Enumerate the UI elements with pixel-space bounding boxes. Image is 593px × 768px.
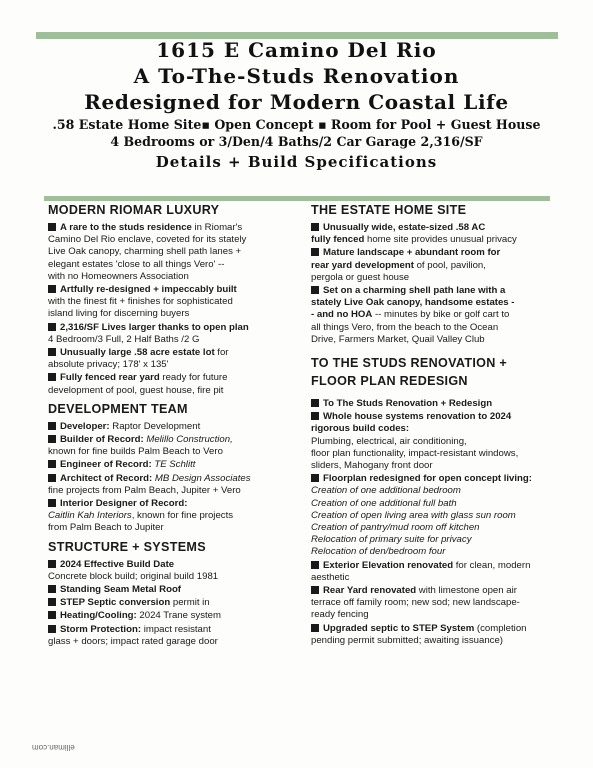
- list-item: [48, 284, 288, 321]
- bullet-square-icon: [311, 248, 319, 256]
- item-bold: Rear Yard renovated: [323, 585, 417, 597]
- item-bold: Exterior Elevation renovated: [323, 559, 454, 571]
- bullet-square-icon: [311, 624, 319, 632]
- item-text: Concrete block build; original build 1981: [48, 570, 219, 582]
- item-bold: Upgraded septic to STEP System: [323, 622, 475, 634]
- list-item: [48, 434, 288, 458]
- bullet-square-icon: [48, 625, 56, 633]
- item-bold: Architect of Record:: [60, 472, 153, 484]
- section-heading-team: DEVELOPMENT TEAM: [48, 401, 188, 416]
- list-item: [48, 222, 288, 283]
- bullet-square-icon: [311, 474, 319, 482]
- item-text: Camino Del Rio enclave, coveted for its stately: [48, 234, 247, 246]
- item-bold: Whole house systems renovation to 2024: [323, 411, 512, 423]
- item-text: for: [214, 347, 229, 359]
- item-text: of pool, pavilion,: [413, 259, 486, 271]
- item-text: -- minutes by bike or golf cart to: [372, 309, 510, 321]
- item-text: pending permit submitted; awaiting issuance): [311, 634, 503, 646]
- heading-line: FLOOR PLAN REDESIGN: [311, 374, 468, 389]
- item-bold: fully fenced: [311, 234, 365, 246]
- item-italic: Melillo Construction,: [143, 434, 233, 446]
- item-italic: Relocation of den/bedroom four: [311, 546, 446, 558]
- item-bold: Artfully re-designed + impeccably built: [60, 284, 237, 296]
- item-text: aesthetic: [311, 571, 350, 583]
- item-bold: Heating/Cooling:: [60, 610, 137, 622]
- section-heading-estate: THE ESTATE HOME SITE: [311, 203, 467, 217]
- list-item: [48, 459, 288, 471]
- list-item: [48, 322, 288, 346]
- item-bold: Set on a charming shell path lane with a: [323, 285, 506, 297]
- item-bold: Standing Seam Metal Roof: [60, 584, 181, 596]
- item-text: with the finest fit + finishes for sophisticated: [48, 296, 233, 308]
- item-italic: Creation of open living area with glass sun room: [311, 509, 516, 521]
- item-text: 4 Bedroom/3 Full, 2 Half Baths /2 G: [48, 333, 200, 345]
- item-bold: Interior Designer of Record:: [60, 498, 188, 510]
- bullet-square-icon: [48, 373, 56, 381]
- item-text: Drive, Farmers Market, Quail Valley Club: [311, 333, 485, 345]
- item-bold: - and no HOA: [311, 309, 373, 321]
- item-bold: Unusually wide, estate-sized .58 AC: [323, 222, 486, 233]
- item-text: pergola or guest house: [311, 271, 410, 283]
- item-text: floor plan functionality, impact-resistant windows,: [311, 447, 519, 459]
- list-item: [48, 421, 288, 433]
- item-bold: Mature landscape + abundant room for: [323, 247, 501, 259]
- bullet-square-icon: [48, 285, 56, 293]
- item-bold: Floorplan redesigned for open concept living:: [323, 473, 532, 485]
- document-header: [0, 38, 593, 173]
- list-item: [311, 585, 551, 622]
- list-item: [48, 624, 288, 648]
- right-column: [311, 200, 551, 648]
- section-heading-renovation: [311, 354, 551, 390]
- item-text: absolute privacy; 178' x 135': [48, 359, 169, 371]
- bullet-square-icon: [311, 561, 319, 569]
- item-italic: Caitlin Kah Interiors: [48, 510, 132, 522]
- bullet-square-icon: [48, 348, 56, 356]
- bullet-square-icon: [48, 598, 56, 606]
- item-italic: MB Design Associates: [152, 472, 251, 484]
- item-bold: Fully fenced rear yard: [60, 372, 160, 384]
- item-text: all things Vero, from the beach to the Ocean: [311, 321, 499, 333]
- list-item: [311, 411, 551, 472]
- item-bold: Developer:: [60, 420, 110, 432]
- item-text: (completion: [474, 622, 527, 634]
- item-text: Raptor Development: [109, 420, 201, 432]
- list-item: [311, 222, 551, 246]
- item-text: with limestone open air: [416, 585, 517, 597]
- item-italic: Creation of one additional full bath: [311, 497, 457, 509]
- title-line-3: Redesigned for Modern Coastal Life: [84, 90, 509, 114]
- list-item: [311, 398, 551, 410]
- item-bold: To The Studs Renovation + Redesign: [323, 398, 493, 410]
- item-text: fine projects from Palm Beach, Jupiter + Vero: [48, 484, 241, 496]
- item-bold: Engineer of Record:: [60, 459, 152, 471]
- list-item: [48, 584, 288, 596]
- list-item: [311, 560, 551, 584]
- item-text: ready fencing: [311, 609, 369, 621]
- item-text: elegant estates 'close to all things Vero' --: [48, 258, 225, 270]
- bullet-square-icon: [48, 499, 56, 507]
- item-text: in Riomar's: [191, 222, 243, 233]
- list-item: [311, 473, 551, 558]
- list-item: [311, 623, 551, 647]
- list-item: [48, 610, 288, 622]
- list-item: [48, 498, 288, 535]
- item-bold: stately Live Oak canopy, handsome estates -: [311, 297, 515, 309]
- bullet-square-icon: [48, 474, 56, 482]
- item-text: impact resistant: [141, 623, 211, 635]
- bullet-square-icon: [311, 286, 319, 294]
- bullet-square-icon: [311, 586, 319, 594]
- item-text: Plumbing, electrical, air conditioning,: [311, 435, 467, 447]
- item-text: , known for fine projects: [131, 510, 234, 522]
- item-italic: Creation of one additional bedroom: [311, 485, 461, 497]
- item-bold: Storm Protection:: [60, 623, 142, 635]
- item-text: island living for discerning buyers: [48, 308, 190, 320]
- details-subtitle: Details + Build Specifications: [155, 153, 438, 171]
- item-bold: Unusually large .58 acre estate lot: [60, 347, 215, 359]
- item-bold: rigorous build codes:: [311, 423, 410, 435]
- item-bold: Builder of Record:: [60, 434, 144, 446]
- item-text: sliders, Mahogany front door: [311, 460, 433, 472]
- bullet-square-icon: [48, 560, 56, 568]
- features-line-1: .58 Estate Home Site▪ Open Concept ▪ Room for Pool + Guest House: [52, 117, 541, 132]
- bullet-square-icon: [48, 223, 56, 231]
- item-text: ready for future: [159, 372, 228, 384]
- item-text: permit in: [170, 597, 210, 609]
- title-line-2: A To-The-Studs Renovation: [133, 64, 460, 88]
- list-item: [48, 597, 288, 609]
- item-text: known for fine builds Palm Beach to Vero: [48, 446, 223, 458]
- item-text: with no Homeowners Association: [48, 270, 189, 282]
- section-heading-structure: STRUCTURE + SYSTEMS: [48, 539, 206, 554]
- bullet-square-icon: [48, 460, 56, 468]
- list-item: [48, 372, 288, 396]
- list-item: [48, 347, 288, 371]
- item-text: from Palm Beach to Jupiter: [48, 522, 164, 534]
- bullet-square-icon: [48, 585, 56, 593]
- item-text: home site provides unusual privacy: [364, 234, 517, 246]
- item-italic: Creation of pantry/mud room off kitchen: [311, 522, 480, 534]
- left-column: [48, 200, 288, 649]
- list-item: [48, 473, 288, 497]
- item-bold: STEP Septic conversion: [60, 597, 171, 609]
- bullet-square-icon: [48, 611, 56, 619]
- bullet-square-icon: [311, 223, 319, 231]
- address-title: 1615 E Camino Del Rio: [156, 38, 437, 62]
- item-italic: TE Schlitt: [151, 459, 196, 471]
- bullet-square-icon: [48, 323, 56, 331]
- bullet-square-icon: [48, 435, 56, 443]
- item-text: Live Oak canopy, charming shell path lanes +: [48, 246, 242, 258]
- heading-line: TO THE STUDS RENOVATION +: [311, 356, 508, 371]
- item-bold: 2024 Effective Build Date: [60, 558, 175, 570]
- section-heading-luxury: MODERN RIOMAR LUXURY: [48, 203, 220, 217]
- item-italic: Relocation of primary suite for privacy: [311, 534, 472, 546]
- features-line-2: 4 Bedrooms or 3/Den/4 Baths/2 Car Garage 2,316/SF: [110, 134, 483, 149]
- list-item: [311, 285, 551, 346]
- footer-website: elliman.com: [32, 743, 75, 752]
- item-text: glass + doors; impact rated garage door: [48, 635, 218, 647]
- item-bold: rear yard development: [311, 259, 414, 271]
- item-text: for clean, modern: [453, 559, 531, 571]
- list-item: [48, 559, 288, 583]
- item-text: development of pool, guest house, fire pit: [48, 384, 224, 396]
- item-bold: A rare to the studs residence: [60, 222, 192, 233]
- bullet-square-icon: [311, 399, 319, 407]
- bullet-square-icon: [48, 422, 56, 430]
- item-text: 2024 Trane system: [136, 610, 222, 622]
- list-item: [311, 247, 551, 284]
- bullet-square-icon: [311, 412, 319, 420]
- item-text: terrace off family room; new sod; new landscape-: [311, 597, 520, 609]
- item-bold: 2,316/SF Lives larger thanks to open plan: [60, 321, 249, 333]
